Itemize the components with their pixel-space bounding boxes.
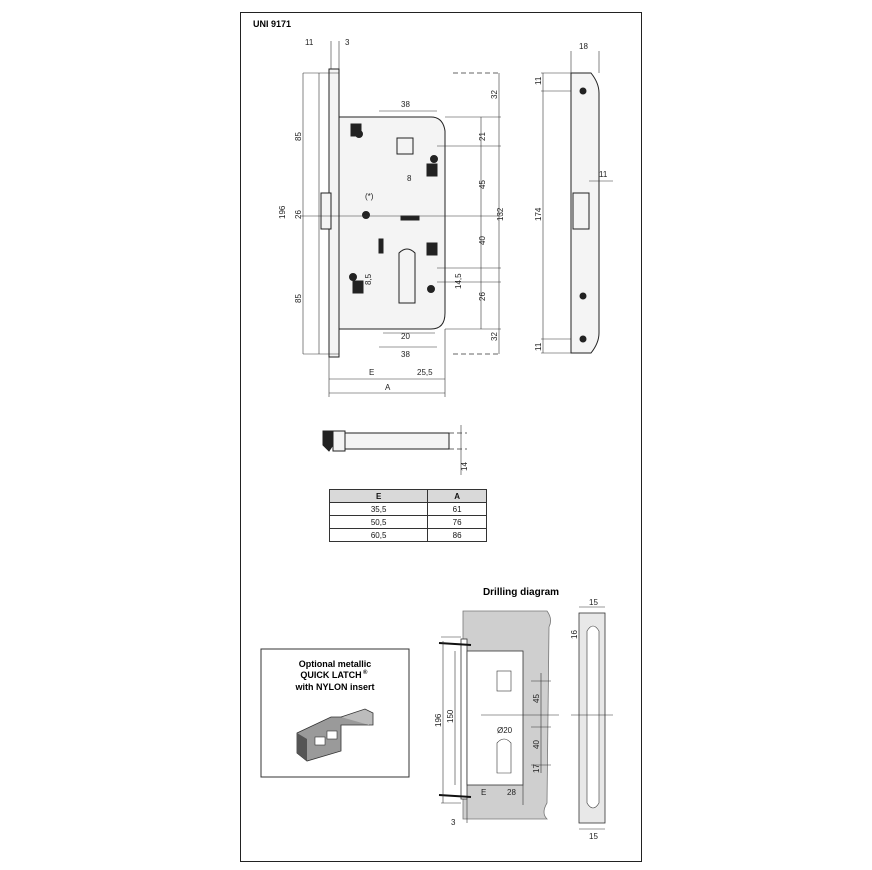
dim-21: 21 [478,132,487,141]
dim-latch-14: 14 [460,462,469,471]
dim-32-bottom: 32 [490,332,499,341]
registered-mark: ® [363,670,368,676]
table-cell: 86 [428,529,487,542]
mount-block [427,243,437,255]
screw-icon [363,212,370,219]
dim-20: 20 [401,332,410,341]
dim-3-top: 3 [345,38,350,47]
screw-icon [580,293,586,299]
table-cell: 60,5 [330,529,428,542]
table-row [330,503,487,516]
dim-8-5: 8,5 [364,273,373,285]
latch-bolt-detail [323,425,469,475]
dim-11-top: 11 [305,38,314,47]
drill-dim-196: 196 [434,713,443,727]
dim-26-right: 26 [478,292,487,301]
dim-8: 8 [407,174,412,183]
drill-dim-15-bottom: 15 [589,832,598,841]
drill-dim-15-top: 15 [589,598,598,607]
dim-38-top: 38 [401,100,410,109]
drill-dim-20: Ø20 [497,726,513,735]
table-row [330,529,487,542]
table-header-row [330,490,487,503]
screw-icon [428,286,435,293]
screw-icon [580,336,586,342]
table-header-cell: A [428,490,487,503]
spindle-drill [497,671,511,691]
drill-dim-150: 150 [446,709,455,723]
e-a-dimension-table [329,489,487,542]
lock-side-view [541,51,613,353]
mount-block [351,124,361,136]
lock-case [339,117,445,329]
table-cell: 50,5 [330,516,428,529]
lock-pocket [467,651,523,785]
screw-icon [431,156,438,163]
model-label: UNI 9171 [253,19,292,29]
dim-132: 132 [496,207,505,221]
table-cell: 35,5 [330,503,428,516]
technical-drawing-sheet [240,12,642,862]
drill-dim-45: 45 [532,694,541,703]
note-star: (*) [365,192,374,201]
cylinder-hole [399,249,415,303]
dim-side-11-bottom: 11 [534,342,543,351]
drill-dim-3: 3 [451,818,456,827]
dim-E: E [369,368,375,377]
latch-bolt [321,193,331,229]
dim-85-top: 85 [294,132,303,141]
cylinder-drill [497,739,511,773]
dim-85-bottom: 85 [294,294,303,303]
latch-body [345,433,449,449]
latch-head [323,431,333,451]
drill-dim-28: 28 [507,788,516,797]
dim-side-11-mid: 11 [599,170,608,179]
dim-25-5: 25,5 [417,368,433,377]
quick-latch-box [261,649,409,777]
dim-side-11-top: 11 [534,76,543,85]
drilling-title: Drilling diagram [482,587,560,598]
dim-38-bottom: 38 [401,350,410,359]
spring-bar [401,216,419,220]
table-header-cell: E [330,490,428,503]
dim-40: 40 [478,236,487,245]
drill-dim-E: E [481,788,487,797]
dim-A: A [385,383,391,392]
dim-side-18: 18 [579,42,588,51]
dim-14-5: 14,5 [454,273,463,289]
dim-32-top: 32 [490,90,499,99]
table-row [330,516,487,529]
spindle-hole [397,138,413,154]
lock-front-view [301,41,501,397]
drilling-diagram [434,587,613,841]
drill-dim-40: 40 [532,740,541,749]
dim-45: 45 [478,180,487,189]
dim-196: 196 [278,205,287,219]
mount-block [427,164,437,176]
side-latch-slot [573,193,589,229]
table-cell: 61 [428,503,487,516]
drawing-canvas [241,13,641,861]
table-cell: 76 [428,516,487,529]
quick-latch-line2: QUICK LATCH [300,670,362,680]
screw-icon [350,274,357,281]
dim-side-174: 174 [534,207,543,221]
drill-dim-17: 17 [532,764,541,773]
screw-icon [580,88,586,94]
dim-26-left: 26 [294,210,303,219]
drill-dim-16: 16 [570,630,579,639]
quick-latch-line1: Optional metallic [298,659,372,669]
quick-latch-line3: with NYLON insert [295,682,375,692]
spring-bar [379,239,383,253]
mount-block [353,281,363,293]
